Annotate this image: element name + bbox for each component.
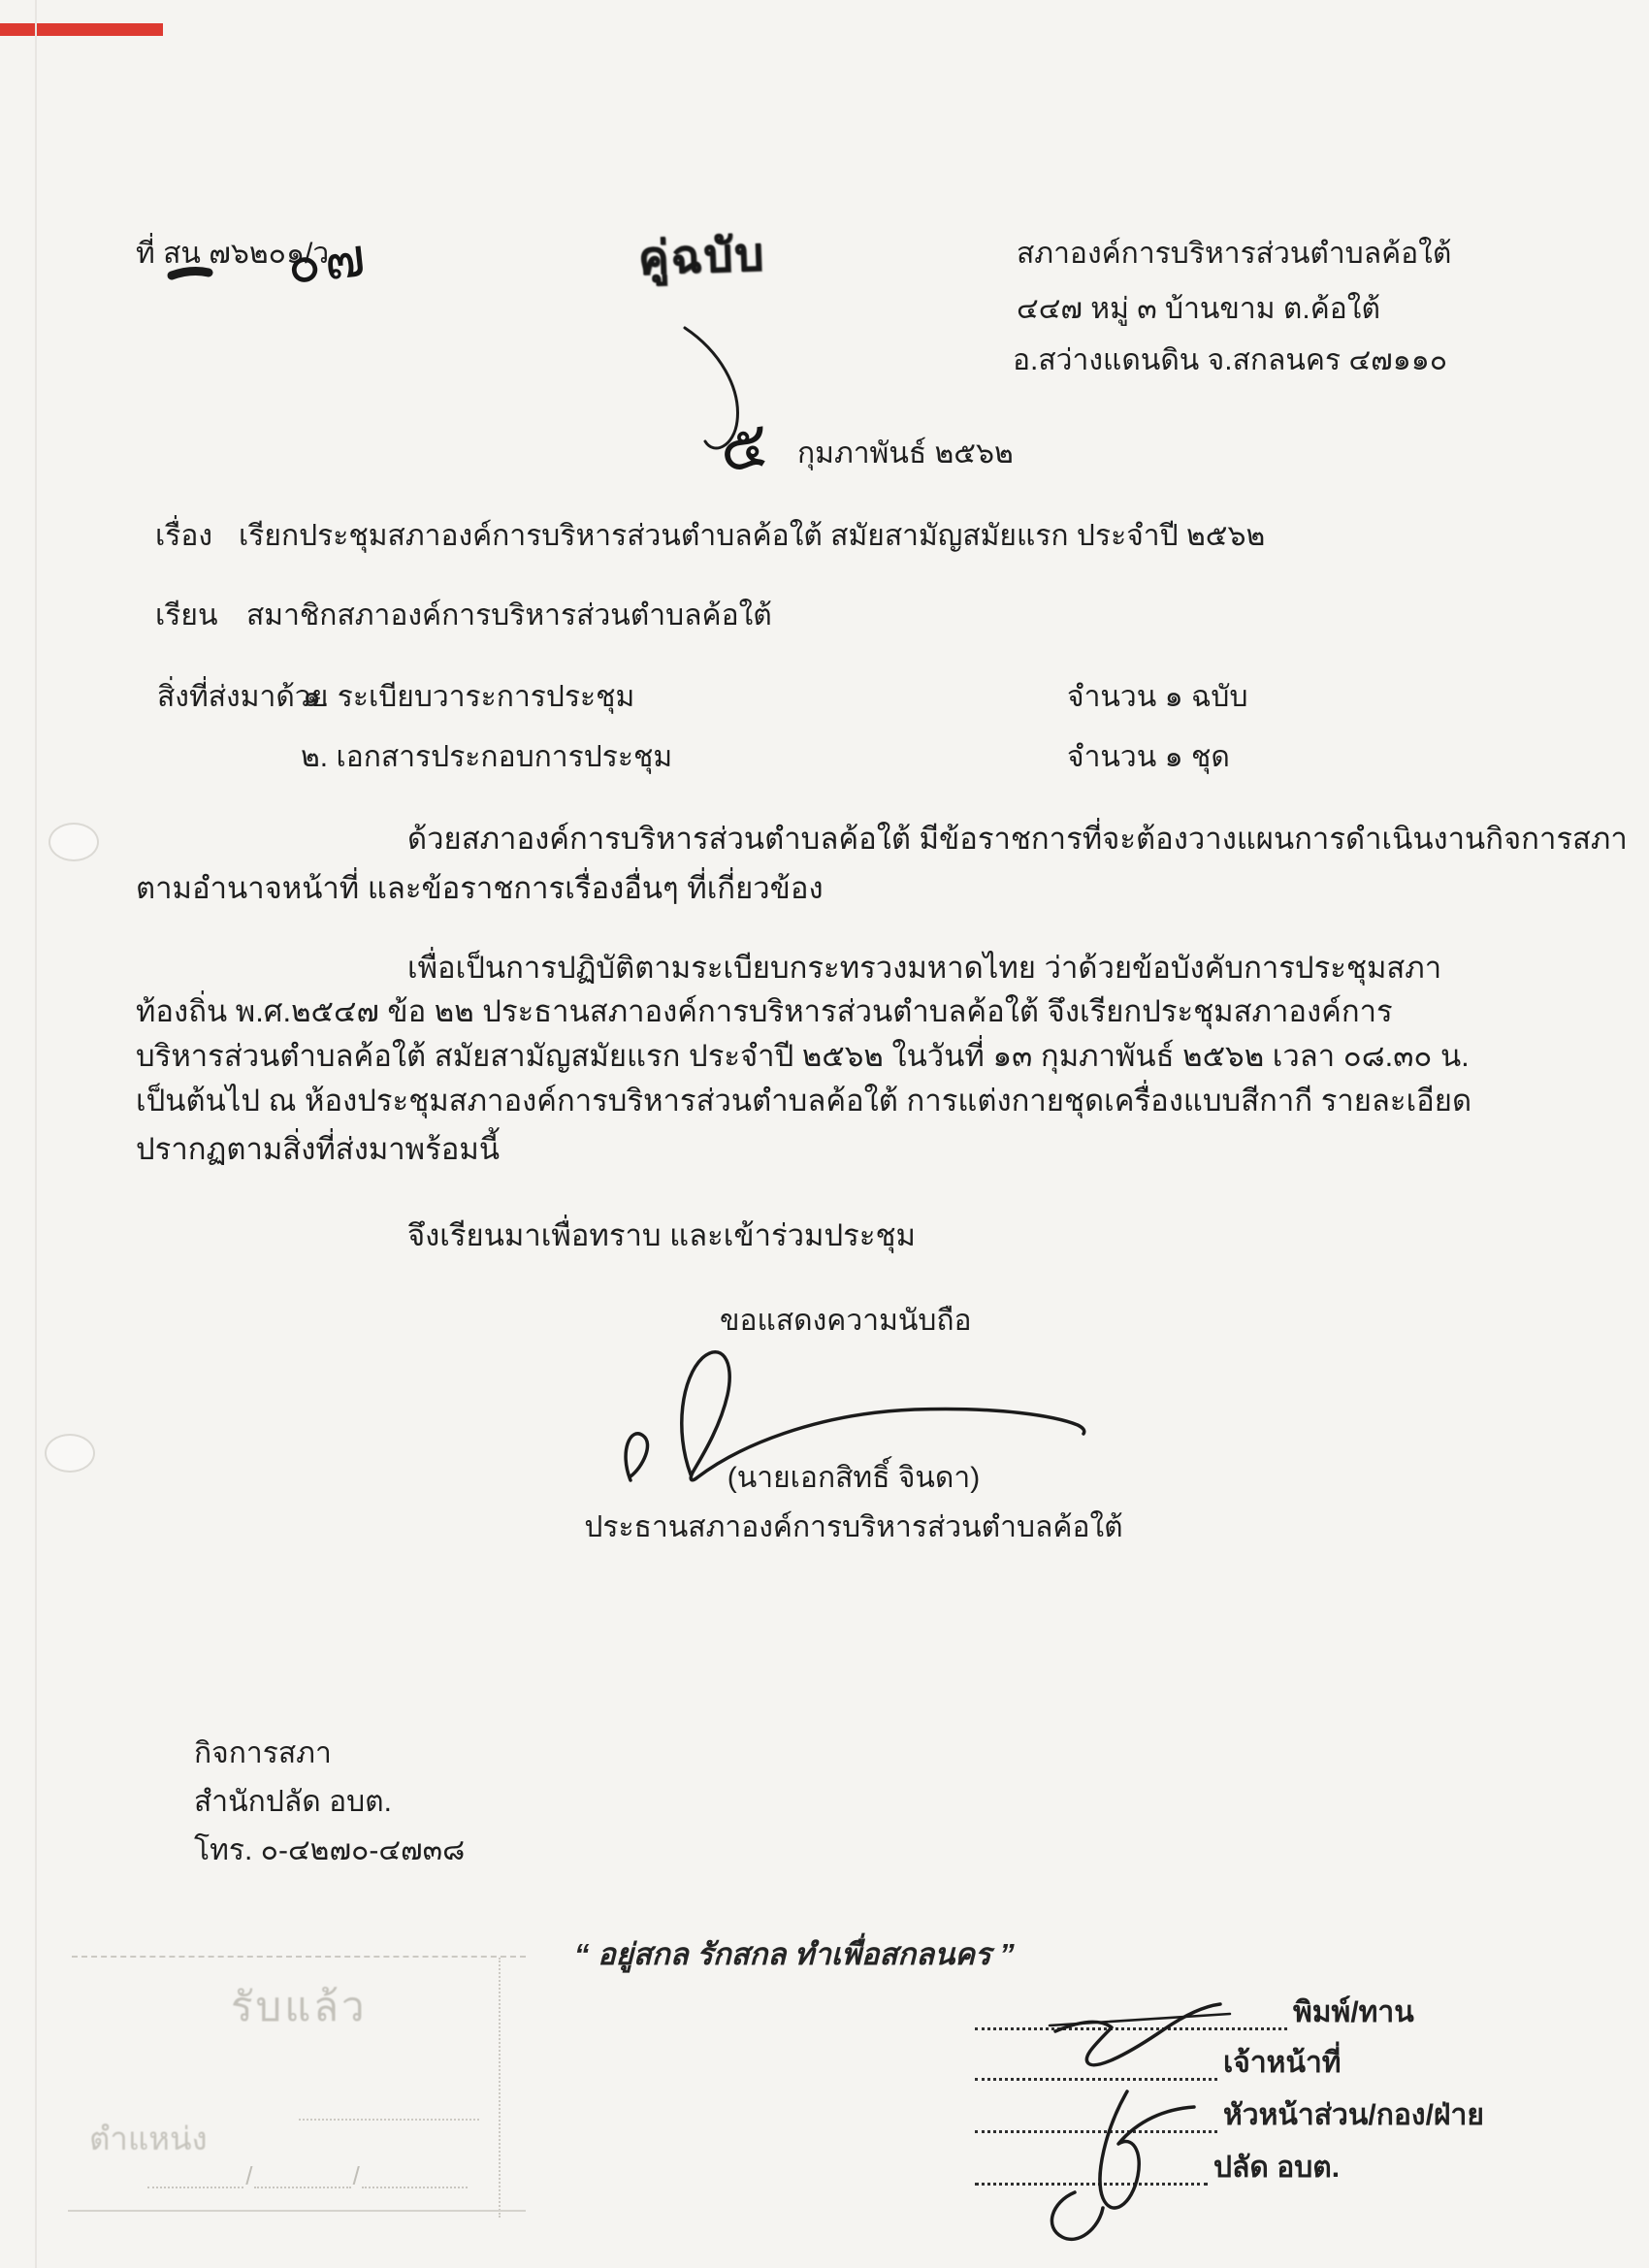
dept-line1: กิจการสภา — [194, 1737, 332, 1769]
attachments-label: สิ่งที่ส่งมาด้วย — [157, 681, 329, 713]
signature-clerk-rows — [1051, 2192, 1103, 2239]
received-stamp-position-label: ตำแหน่ง — [89, 2121, 208, 2156]
sender-address-line1: ๔๔๗ หมู่ ๓ บ้านขาม ต.ค้อใต้ — [1017, 293, 1380, 325]
hole-punch-bottom — [45, 1434, 95, 1473]
routing-label-typist: พิมพ์/ทาน — [1293, 1996, 1414, 2028]
dotted-leader — [975, 2043, 1217, 2081]
dept-line2: สำนักปลัด อบต. — [194, 1786, 392, 1818]
attachment-item: ๑. ระเบียบวาระการประชุม — [303, 681, 635, 713]
sender-address-line2: อ.สว่างแดนดิน จ.สกลนคร ๔๗๑๑๐ — [1013, 344, 1448, 376]
attachment-item: ๒. เอกสารประกอบการประชุม — [301, 741, 673, 773]
received-stamp — [68, 1956, 532, 2223]
copy-stamp: คู่ฉบับ — [637, 227, 767, 284]
hole-punch-top — [48, 823, 99, 861]
attachment-qty: จำนวน ๑ ฉบับ — [1067, 681, 1248, 713]
body-para1-line1: ด้วยสภาองค์การบริหารส่วนตำบลค้อใต้ มีข้อราชการที่จะต้องวางแผนการดำเนินงานกิจการสภา — [407, 822, 1628, 856]
scan-edge-line — [35, 0, 37, 2268]
routing-row — [975, 2095, 1484, 2133]
body-para2-line2: ท้องถิ่น พ.ศ.๒๕๔๗ ข้อ ๒๒ ประธานสภาองค์การบริหารส่วนตำบลค้อใต้ จึงเรียกประชุมสภาองค์การ — [136, 994, 1393, 1028]
body-para2-line3: บริหารส่วนตำบลค้อใต้ สมัยสามัญสมัยแรก ประจำปี ๒๕๖๒ ในวันที่ ๑๓ กุมภาพันธ์ ๒๕๖๒ เวลา ๐๘.๓๐ น. — [136, 1039, 1470, 1073]
routing-row — [975, 2148, 1340, 2186]
received-stamp-border — [499, 1958, 501, 2218]
body-para2-line4: เป็นต้นไป ณ ห้องประชุมสภาองค์การบริหารส่วนตำบลค้อใต้ การแต่งกายชุดเครื่องแบบสีกากี รายละเอียด — [136, 1084, 1472, 1118]
subject-label: เรื่อง — [155, 520, 213, 552]
routing-label-section-head: หัวหน้าส่วน/กอง/ฝ่าย — [1223, 2099, 1484, 2131]
closing-line: จึงเรียนมาเพื่อทราบ และเข้าร่วมประชุม — [407, 1218, 916, 1252]
dotted-leader — [975, 2095, 1217, 2133]
ref-number-handwritten: ๐๗ — [283, 225, 372, 296]
date-text: กุมภาพันธ์ ๒๕๖๒ — [797, 437, 1014, 470]
scan-red-edge-mark — [0, 23, 163, 36]
body-para2-line1: เพื่อเป็นการปฏิบัติตามระเบียบกระทรวงมหาดไทย ว่าด้วยข้อบังคับการประชุมสภา — [407, 951, 1442, 985]
routing-row — [975, 2043, 1342, 2081]
routing-row — [975, 1993, 1414, 2030]
sender-name: สภาองค์การบริหารส่วนตำบลค้อใต้ — [1017, 238, 1452, 270]
body-para1-line2: ตามอำนาจหน้าที่ และข้อราชการเรื่องอื่นๆ ที่เกี่ยวข้อง — [136, 871, 824, 905]
signer-name: (นายเอกสิทธิ์ จินดา) — [727, 1462, 981, 1494]
received-stamp-date-line: / / — [147, 2163, 468, 2188]
received-stamp-border — [68, 2210, 526, 2212]
subject-text: เรียกประชุมสภาองค์การบริหารส่วนตำบลค้อใต้ สมัยสามัญสมัยแรก ประจำปี ๒๕๖๒ — [239, 520, 1266, 552]
received-stamp-title: รับแล้ว — [231, 1984, 368, 2029]
to-text: สมาชิกสภาองค์การบริหารส่วนตำบลค้อใต้ — [246, 599, 772, 632]
dept-line3: โทร. ๐-๔๒๗๐-๔๗๓๘ — [194, 1834, 466, 1866]
routing-label-officer: เจ้าหน้าที่ — [1223, 2047, 1342, 2079]
attachment-qty: จำนวน ๑ ชุด — [1067, 741, 1230, 773]
ref-number: ที่ สน ๗๖๒๐๑/ว — [136, 238, 330, 270]
to-label: เรียน — [155, 599, 218, 632]
dotted-leader — [975, 2148, 1208, 2186]
dotted-leader — [975, 1993, 1287, 2030]
received-stamp-dotted-line — [299, 2119, 479, 2121]
date-day-handwritten: ๕ — [715, 406, 773, 486]
signer-title: ประธานสภาองค์การบริหารส่วนตำบลค้อใต้ — [584, 1511, 1123, 1543]
province-slogan: “ อยู่สกล รักสกล ทำเพื่อสกลนคร ” — [574, 1937, 1015, 1971]
body-para2-line5: ปรากฏตามสิ่งที่ส่งมาพร้อมนี้ — [136, 1132, 501, 1166]
received-stamp-border — [72, 1956, 526, 1958]
routing-label-clerk: ปลัด อบต. — [1213, 2152, 1341, 2184]
salutation: ขอแสดงความนับถือ — [720, 1305, 972, 1337]
